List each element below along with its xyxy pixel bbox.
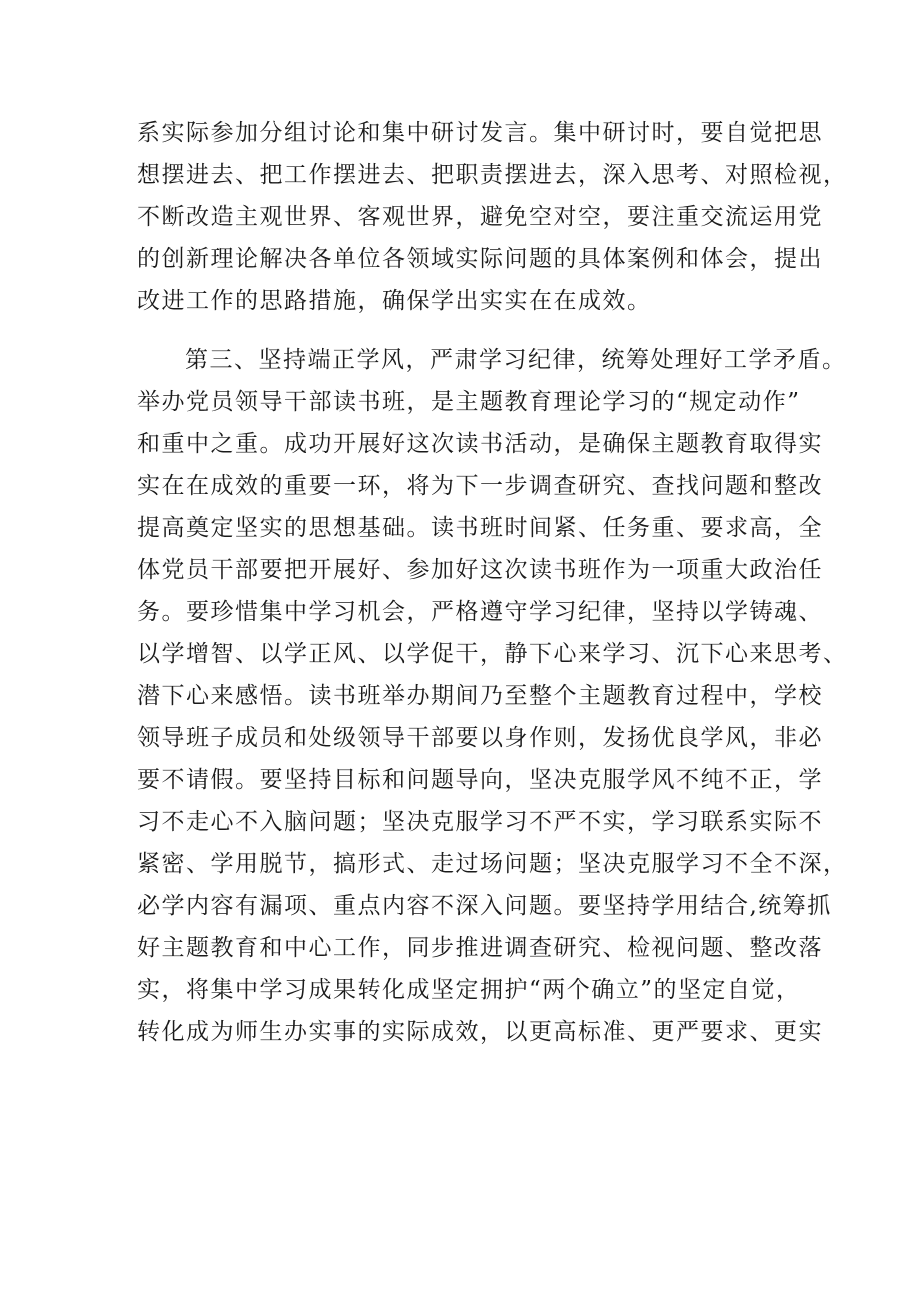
text-line: 改进工作的思路措施，确保学出实实在在成效。 bbox=[137, 288, 652, 314]
text-line: 不断改造主观世界、客观世界，避免空对空，要注重交流运用党 bbox=[137, 204, 823, 230]
text-line: 好主题教育和中心工作，同步推进调查研究、检视问题、整改落 bbox=[137, 935, 823, 961]
text-line: 举办党员领导干部读书班，是主题教育理论学习的“规定动作” bbox=[137, 389, 801, 415]
text-line: 实，将集中学习成果转化成坚定拥护“两个确立”的坚定自觉， bbox=[137, 977, 801, 1003]
text-line: 和重中之重。成功开展好这次读书活动，是确保主题教育取得实 bbox=[137, 431, 823, 457]
text-line: 的创新理论解决各单位各领域实际问题的具体案例和体会，提出 bbox=[137, 246, 823, 272]
text-line: 转化成为师生办实事的实际成效，以更高标准、更严要求、更实 bbox=[137, 1019, 823, 1045]
text-line: 必学内容有漏项、重点内容不深入问题。要坚持学用结合,统筹抓 bbox=[137, 893, 832, 919]
paragraph-1 bbox=[137, 112, 848, 322]
text-line: 体党员干部要把开展好、参加好这次读书班作为一项重大政治任 bbox=[137, 557, 823, 583]
text-line: 系实际参加分组讨论和集中研讨发言。集中研讨时，要自觉把思 bbox=[137, 120, 823, 146]
text-line: 实在在成效的重要一环，将为下一步调查研究、查找问题和整改 bbox=[137, 473, 823, 499]
text-line: 习不走心不入脑问题；坚决克服学习不严不实，学习联系实际不 bbox=[137, 809, 823, 835]
text-line: 第三、坚持端正学风，严肃学习纪律，统筹处理好工学矛盾。 bbox=[185, 347, 847, 373]
text-line: 以学增智、以学正风、以学促干，静下心来学习、沉下心来思考、 bbox=[137, 641, 848, 667]
paragraph-2 bbox=[137, 339, 848, 1053]
text-line: 要不请假。要坚持目标和问题导向，坚决克服学风不纯不正，学 bbox=[137, 767, 823, 793]
text-line: 潜下心来感悟。读书班举办期间乃至整个主题教育过程中，学校 bbox=[137, 683, 823, 709]
text-line: 领导班子成员和处级领导干部要以身作则，发扬优良学风，非必 bbox=[137, 725, 823, 751]
text-line: 务。要珍惜集中学习机会，严格遵守学习纪律，坚持以学铸魂、 bbox=[137, 599, 823, 625]
text-line: 想摆进去、把工作摆进去、把职责摆进去，深入思考、对照检视， bbox=[137, 162, 848, 188]
text-line: 提高奠定坚实的思想基础。读书班时间紧、任务重、要求高，全 bbox=[137, 515, 823, 541]
text-line: 紧密、学用脱节，搞形式、走过场问题；坚决克服学习不全不深， bbox=[137, 851, 848, 877]
